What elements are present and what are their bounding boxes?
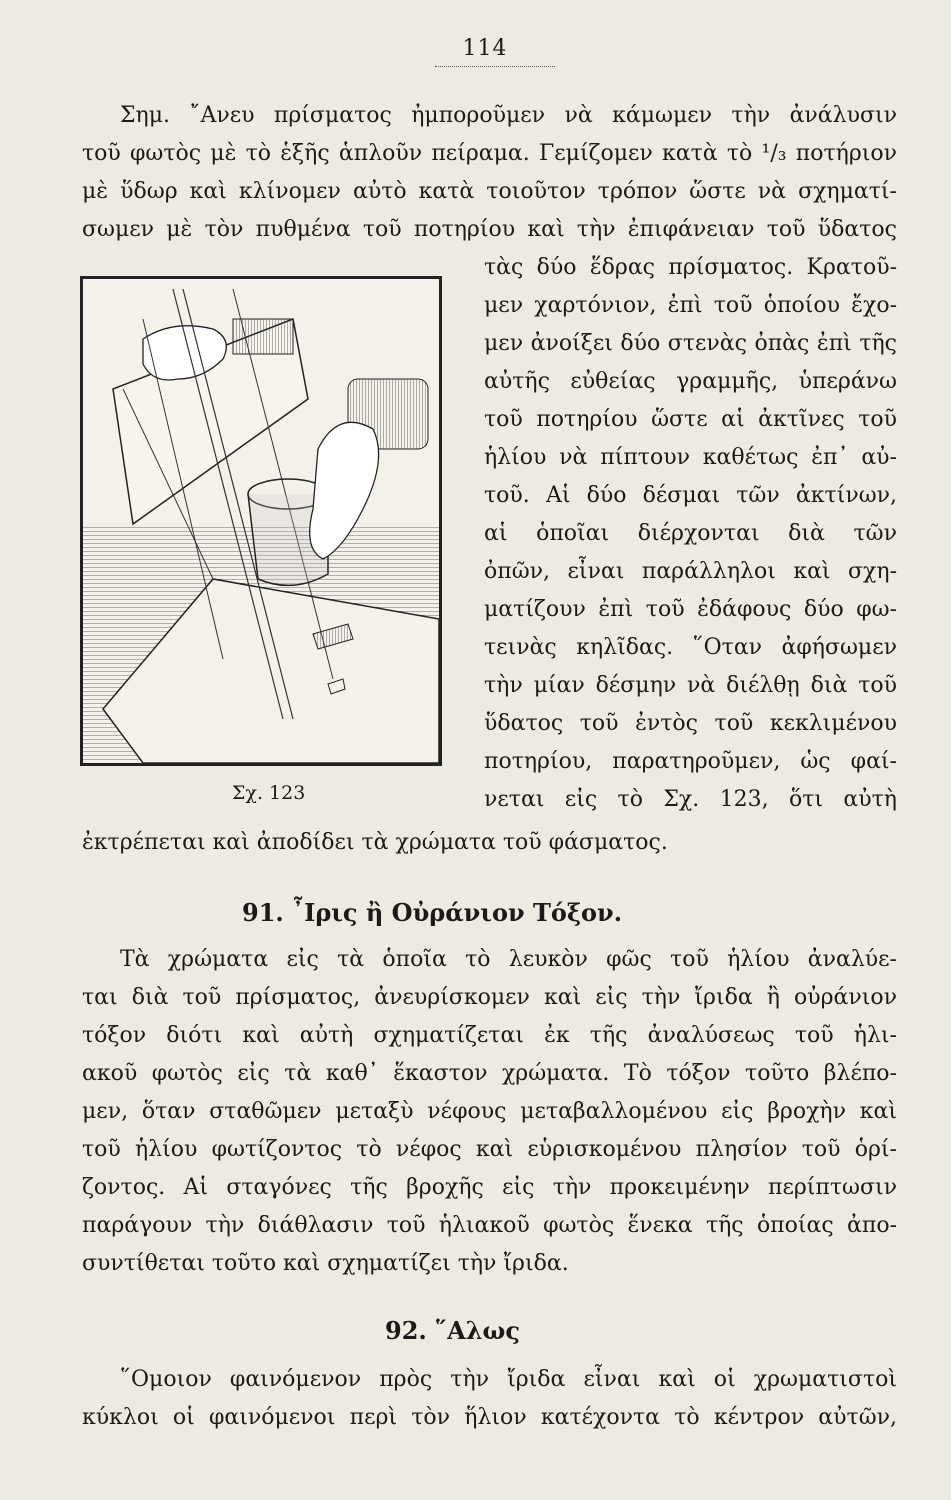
- text-line: ματίζουν ἐπὶ τοῦ ἐδάφους δύο φω-: [484, 597, 897, 622]
- text-line: μεν χαρτόνιον, ἐπὶ τοῦ ὁποίου ἔχο-: [484, 293, 897, 318]
- text-line: τὴν μίαν δέσμην νὰ διέλθῃ διὰ τοῦ: [484, 673, 897, 698]
- text-line: κύκλοι οἱ φαινόμενοι περὶ τὸν ἥλιον κατέχοντα τὸ κέντρον αὐτῶν,: [82, 1405, 897, 1430]
- text-line: αἱ ὁποῖαι διέρχονται διὰ τῶν: [484, 521, 897, 546]
- text-line: παράγουν τὴν διάθλασιν τοῦ ἡλιακοῦ φωτὸς ἕνεκα τῆς ὁποίας ἀπο-: [82, 1213, 897, 1238]
- figure-caption: Σχ. 123: [232, 782, 306, 804]
- text-line: σωμεν μὲ τὸν πυθμένα τοῦ ποτηρίου καὶ τὴν ἐπιφάνειαν τοῦ ὕδατος: [82, 217, 897, 242]
- text-line: Τὰ χρώματα εἰς τὰ ὁποῖα τὸ λευκὸν φῶς τοῦ ἡλίου ἀναλύε-: [120, 947, 897, 972]
- text-line: ποτηρίου, παρατηροῦμεν, ὡς φαί-: [484, 749, 897, 774]
- text-line: αὐτῆς εὐθείας γραμμῆς, ὑπεράνω: [484, 369, 897, 394]
- prism-experiment-drawing: [83, 279, 439, 763]
- text-line: μεν ἀνοίξει δύο στενὰς ὀπὰς ἐπὶ τῆς: [484, 331, 897, 356]
- section-heading-92: 92. ῞Αλως: [385, 1316, 521, 1345]
- text-line: μεν, ὅταν σταθῶμεν μεταξὺ νέφους μεταβαλλομένου εἰς βροχὴν καὶ: [82, 1099, 897, 1124]
- text-line: τεινὰς κηλῖδας. ῞Οταν ἀφήσωμεν: [484, 635, 897, 660]
- text-line: ακοῦ φωτὸς εἰς τὰ καθ᾿ ἕκαστον χρώματα. Τὸ τόξον τοῦτο βλέπο-: [82, 1061, 897, 1086]
- text-line: μὲ ὕδωρ καὶ κλίνομεν αὐτὸ κατὰ τοιοῦτον τρόπον ὥστε νὰ σχηματί-: [82, 179, 897, 204]
- text-line: συντίθεται τοῦτο καὶ σχηματίζει τὴν ἴριδα.: [82, 1251, 569, 1276]
- text-line: τόξον διότι καὶ αὐτὴ σχηματίζεται ἐκ τῆς ἀναλύσεως τοῦ ἡλι-: [82, 1023, 897, 1048]
- section-heading-91: 91. ῏Ιρις ἢ Οὐράνιον Τόξον.: [242, 898, 623, 927]
- text-line: Σημ. ῎Ανευ πρίσματος ἠμποροῦμεν νὰ κάμωμεν τὴν ἀνάλυσιν: [120, 103, 897, 128]
- text-line: νεται εἰς τὸ Σχ. 123, ὅτι αὐτὴ: [484, 787, 897, 812]
- text-line: ῞Ομοιον φαινόμενον πρὸς τὴν ἴριδα εἶναι καὶ οἱ χρωματιστοὶ: [120, 1367, 897, 1392]
- page-number: 114: [462, 36, 508, 61]
- figure-illustration: [80, 276, 442, 766]
- text-line: ὕδατος τοῦ ἐντὸς τοῦ κεκλιμένου: [484, 711, 897, 736]
- page-number-rule: [435, 66, 555, 67]
- text-line: τὰς δύο ἕδρας πρίσματος. Κρατοῦ-: [484, 255, 897, 280]
- text-line: ἡλίου νὰ πίπτουν καθέτως ἐπ᾿ αὐ-: [484, 445, 897, 470]
- text-line: τοῦ φωτὸς μὲ τὸ ἑξῆς ἁπλοῦν πείραμα. Γεμίζομεν κατὰ τὸ ¹/₃ ποτήριον: [82, 141, 897, 166]
- text-line: τοῦ ποτηρίου ὥστε αἱ ἀκτῖνες τοῦ: [484, 407, 897, 432]
- text-line: ται διὰ τοῦ πρίσματος, ἀνευρίσκομεν καὶ εἰς τὴν ἴριδα ἢ οὐράνιον: [82, 985, 897, 1010]
- text-line: τοῦ. Αἱ δύο δέσμαι τῶν ἀκτίνων,: [484, 483, 897, 508]
- text-line: ζοντος. Αἱ σταγόνες τῆς βροχῆς εἰς τὴν προκειμένην περίπτωσιν: [82, 1175, 897, 1200]
- text-line: ὀπῶν, εἶναι παράλληλοι καὶ σχη-: [484, 559, 897, 584]
- text-line: τοῦ ἡλίου φωτίζοντος τὸ νέφος καὶ εὑρισκομένου πλησίον τοῦ ὁρί-: [82, 1137, 897, 1162]
- text-line: ἐκτρέπεται καὶ ἀποδίδει τὰ χρώματα τοῦ φάσματος.: [82, 830, 668, 855]
